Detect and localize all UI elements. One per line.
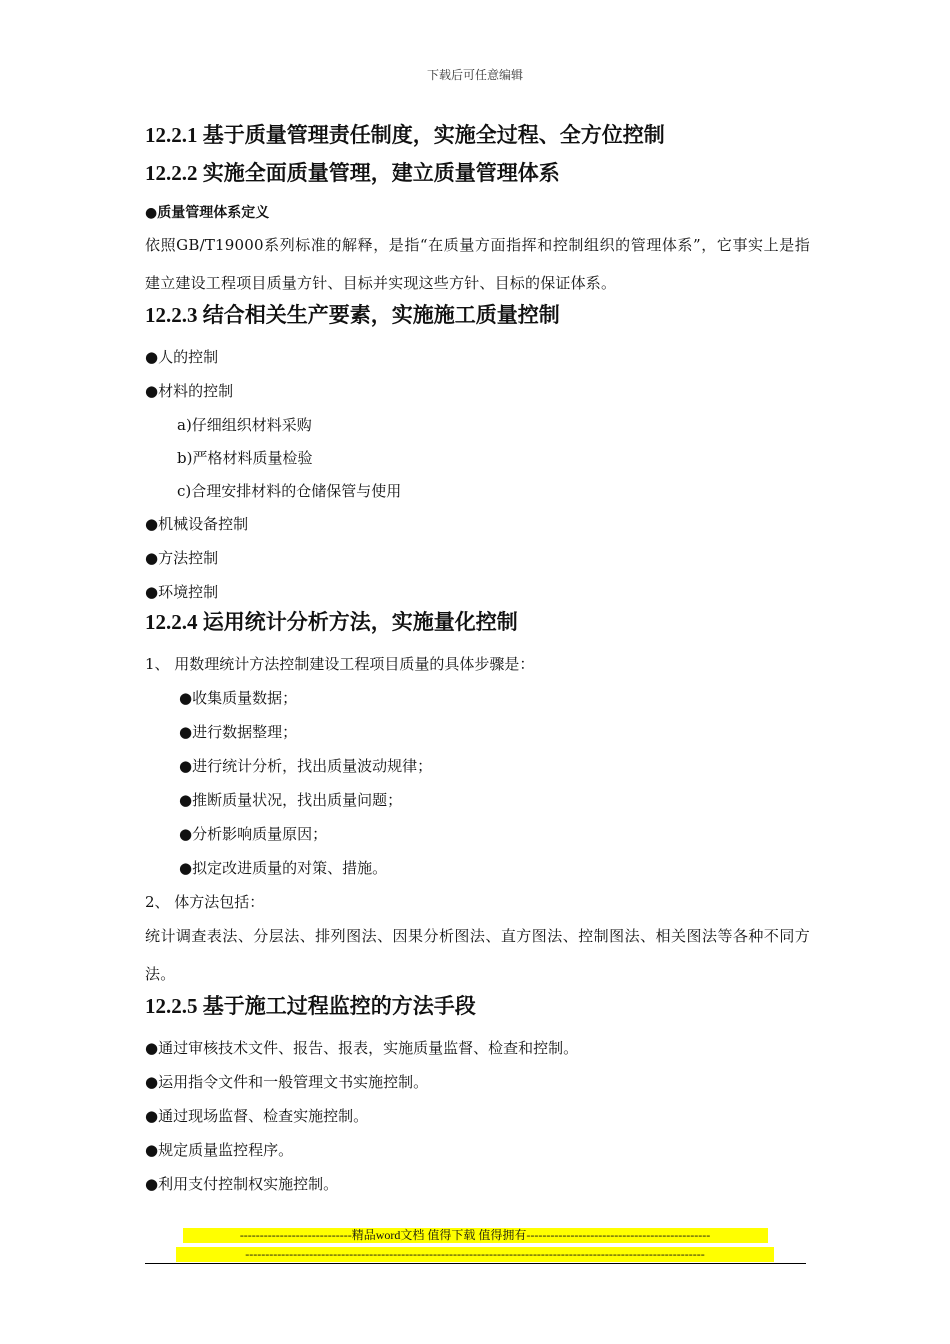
numbered-item-2: 2、 体方法包括： bbox=[145, 893, 265, 911]
methods-paragraph: 统计调查表法、分层法、排列图法、因果分析图法、直方图法、控制图法、相关图法等各种不同方法。 bbox=[145, 927, 810, 983]
step-item: ●推断质量状况，找出质量问题； bbox=[179, 791, 403, 809]
footer-banner-line-2: ------------------------------------------------------------------------------------------------------------------- bbox=[176, 1247, 774, 1262]
step-item: ●收集质量数据； bbox=[179, 689, 298, 707]
list-item: ●通过现场监督、检查实施控制。 bbox=[145, 1107, 369, 1125]
footer-rule bbox=[145, 1263, 806, 1264]
list-item: ●方法控制 bbox=[145, 549, 219, 567]
numbered-item-1: 1、 用数理统计方法控制建设工程项目质量的具体步骤是： bbox=[145, 655, 535, 673]
section-heading-12-2-3: 12.2.3 结合相关生产要素，实施施工质量控制 bbox=[145, 303, 560, 327]
step-item: ●拟定改进质量的对策、措施。 bbox=[179, 859, 388, 877]
list-item: ●规定质量监控程序。 bbox=[145, 1141, 294, 1159]
step-item: ●分析影响质量原因； bbox=[179, 825, 328, 843]
list-item: ●运用指令文件和一般管理文书实施控制。 bbox=[145, 1073, 429, 1091]
header-note: 下载后可任意编辑 bbox=[426, 68, 523, 82]
list-item: ●机械设备控制 bbox=[145, 515, 249, 533]
list-item: ●材料的控制 bbox=[145, 382, 234, 400]
subheading-qms-definition: ●质量管理体系定义 bbox=[145, 205, 270, 221]
section-heading-12-2-2: 12.2.2 实施全面质量管理，建立质量管理体系 bbox=[145, 161, 560, 185]
sub-list-item: c)合理安排材料的仓储保管与使用 bbox=[177, 482, 402, 500]
list-item: ●环境控制 bbox=[145, 583, 219, 601]
footer-banner bbox=[175, 1228, 775, 1266]
sub-list-item: b)严格材料质量检验 bbox=[177, 449, 313, 467]
list-item: ●通过审核技术文件、报告、报表，实施质量监督、检查和控制。 bbox=[145, 1039, 579, 1057]
sub-list-item: a)仔细组织材料采购 bbox=[177, 416, 312, 434]
step-item: ●进行统计分析，找出质量波动规律； bbox=[179, 757, 433, 775]
footer-banner-line-1: ----------------------------精品word文档 值得下载 值得拥有---------------------------------------------- bbox=[183, 1228, 768, 1243]
qms-definition-paragraph: 依照GB/T19000系列标准的解释，是指“在质量方面指挥和控制组织的管理体系”，它事实上是指建立建设工程项目质量方针、目标并实现这些方针、目标的保证体系。 bbox=[145, 236, 810, 292]
section-heading-12-2-1: 12.2.1 基于质量管理责任制度，实施全过程、全方位控制 bbox=[145, 123, 665, 147]
list-item: ●人的控制 bbox=[145, 348, 219, 366]
document-body bbox=[145, 122, 810, 1201]
section-heading-12-2-4: 12.2.4 运用统计分析方法，实施量化控制 bbox=[145, 610, 518, 634]
section-heading-12-2-5: 12.2.5 基于施工过程监控的方法手段 bbox=[145, 994, 476, 1018]
step-item: ●进行数据整理； bbox=[179, 723, 298, 741]
list-item: ●利用支付控制权实施控制。 bbox=[145, 1175, 339, 1193]
